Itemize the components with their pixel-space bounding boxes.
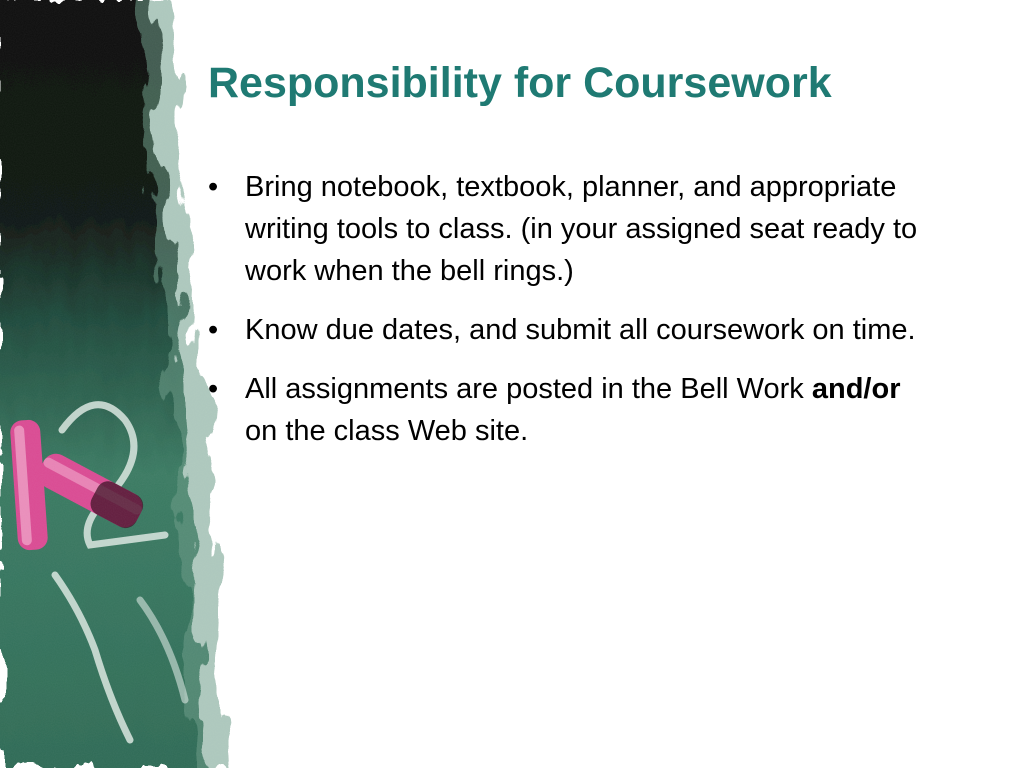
bullet-text: Know due dates, and submit all coursework on time.	[245, 314, 916, 346]
bullet-text: Bring notebook, textbook, planner, and appropriate writing tools to class. (in your assigned seat ready to work when the bell rings.)	[245, 171, 918, 287]
bullet-icon: •	[208, 314, 219, 346]
bullet-text-after: on the class Web site.	[245, 415, 529, 447]
bullet-text-bold: and/or	[811, 373, 901, 405]
list-item	[208, 368, 928, 452]
bullet-text-before: All assignments are posted in the Bell Work	[245, 373, 804, 405]
bullet-icon: •	[208, 171, 219, 203]
bullet-list	[208, 166, 928, 469]
bullet-icon: •	[208, 373, 219, 405]
list-item	[208, 309, 928, 351]
slide-title: Responsibility for Coursework	[208, 59, 832, 107]
list-item	[208, 166, 928, 292]
